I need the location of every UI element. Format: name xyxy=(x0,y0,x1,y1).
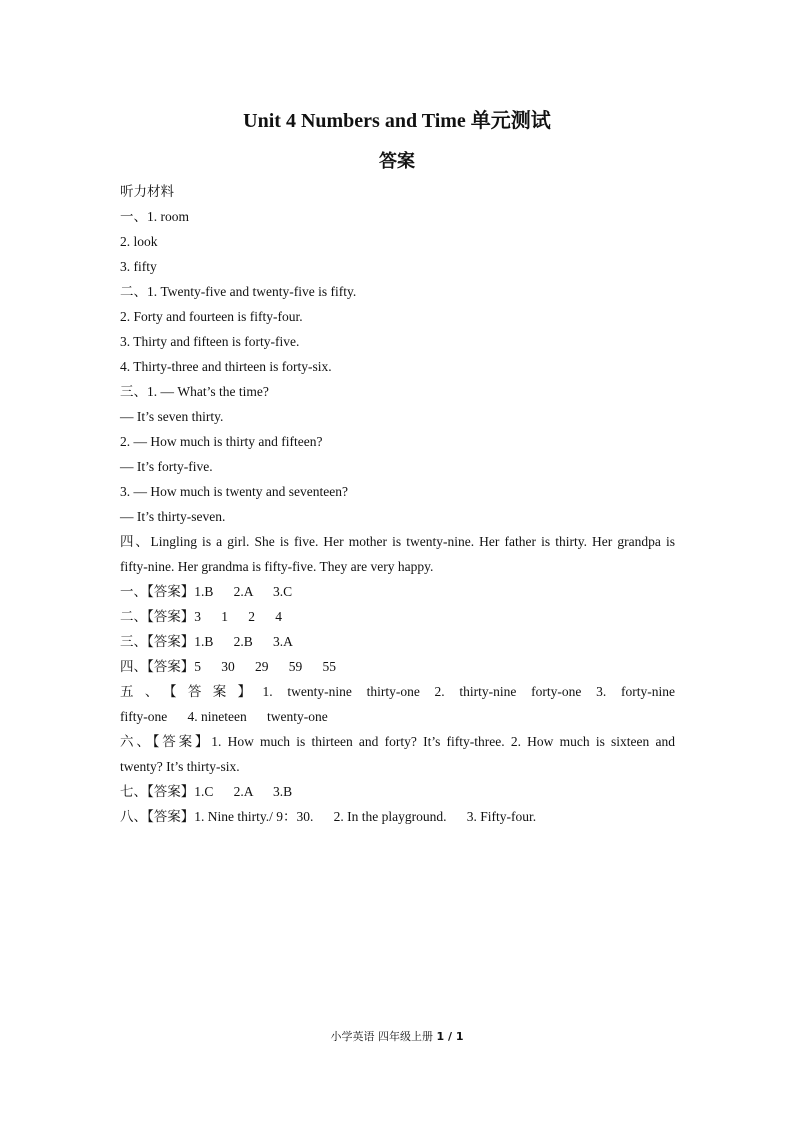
text-line: 四、Lingling is a girl. She is five. Her mother is twenty-nine. Her father is thirty. Her grandpa is xyxy=(120,534,675,549)
text-line: 三、1. — What’s the time? xyxy=(120,384,269,399)
text-line: 3. — How much is twenty and seventeen? xyxy=(120,484,348,499)
text-line: 2. — How much is thirty and fifteen? xyxy=(120,434,323,449)
answer-line: 一、【答案】1.B 2.A 3.C xyxy=(120,584,293,599)
text-line: 4. Thirty-three and thirteen is forty-six. xyxy=(120,359,332,374)
answer-line: 八、【答案】1. Nine thirty./ 9：30. 2. In the playground. 3. Fifty-four. xyxy=(120,809,537,824)
page-number: 1 / 1 xyxy=(436,1030,464,1043)
text-line: — It’s forty-five. xyxy=(120,459,213,474)
answer-line: 三、【答案】1.B 2.B 3.A xyxy=(120,634,293,649)
text-line: 二、1. Twenty-five and twenty-five is fifty. xyxy=(120,284,357,299)
text-line: 2. Forty and fourteen is fifty-four. xyxy=(120,309,303,324)
text-line: — It’s seven thirty. xyxy=(120,409,224,424)
page-footer xyxy=(0,1028,794,1044)
answer-line: twenty? It’s thirty-six. xyxy=(120,759,240,774)
answer-line: 二、【答案】3 1 2 4 xyxy=(120,609,282,624)
text-line: 3. fifty xyxy=(120,259,157,274)
text-line: 一、1. room xyxy=(120,209,189,224)
text-line: 2. look xyxy=(120,234,158,249)
page-title: Unit 4 Numbers and Time 单元测试 xyxy=(243,110,551,132)
text-line: — It’s thirty-seven. xyxy=(120,509,226,524)
answer-line: 四、【答案】5 30 29 59 55 xyxy=(120,659,336,674)
text-line: 3. Thirty and fifteen is forty-five. xyxy=(120,334,300,349)
answer-line: 六、【答案】1. How much is thirteen and forty? It’s fifty-three. 2. How much is sixteen and xyxy=(120,734,675,749)
page-subtitle: 答案 xyxy=(379,151,415,172)
listening-label: 听力材料 xyxy=(120,184,174,199)
answer-line: fifty-one 4. nineteen twenty-one xyxy=(120,709,328,724)
footer-text: 小学英语 四年级上册 xyxy=(330,1030,437,1043)
answer-line: 七、【答案】1.C 2.A 3.B xyxy=(120,784,293,799)
answer-line: 五、【答案】1. twenty-nine thirty-one 2. thirty-nine forty-one 3. forty-nine xyxy=(120,684,675,699)
text-line: fifty-nine. Her grandma is fifty-five. They are very happy. xyxy=(120,559,434,574)
